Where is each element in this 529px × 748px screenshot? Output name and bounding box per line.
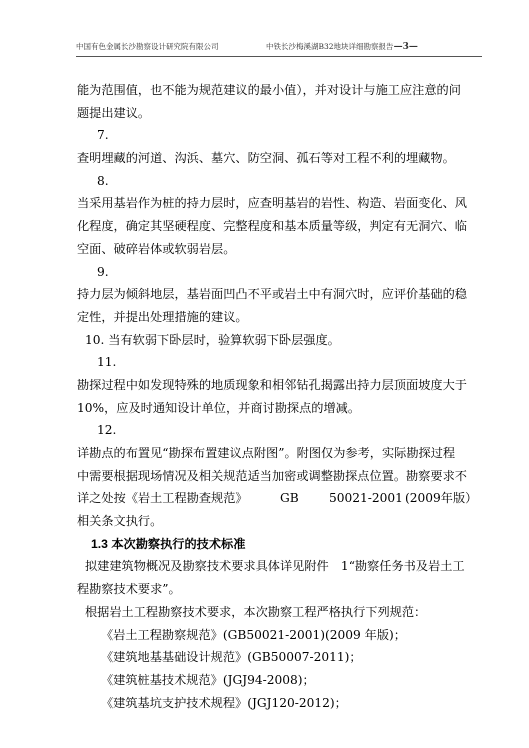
standard-number: 50021-2001 (329, 491, 403, 506)
body-line: 相关条文执行。 (77, 514, 163, 529)
body-line: 化程度，确定其坚硬程度、完整程度和基本质量等级，判定有无洞穴、临 (77, 219, 467, 234)
standard-edition: (2009年版） (405, 491, 478, 506)
item-number-11: 11. (97, 355, 117, 370)
item-number-7: 7. (97, 128, 109, 143)
header-divider (76, 56, 482, 57)
body-line: 根据岩土工程勘察技术要求，本次勘察工程严格执行下列规范： (85, 604, 427, 619)
header-report-name: 中铁长沙梅溪湖B32地块详细勘察报告 (266, 42, 394, 51)
standard-item: 《岩土工程勘察规范》(GB50021-2001)(2009 年版)； (101, 627, 406, 642)
body-line: 程勘察技术要求”。 (77, 582, 181, 597)
body-line: 中需要根据现场情况及相关规范适当加密或调整勘探点位置。勘察要求不 (77, 468, 467, 483)
body-line: 空面、破碎岩体或软弱岩层。 (77, 241, 236, 256)
body-line: 能为范围值，也不能为规范建议的最小值），并对设计与施工应注意的问 (77, 83, 461, 97)
item-number-9: 9. (97, 264, 109, 279)
header-organization: 中国有色金属长沙勘察设计研究院有限公司 (76, 42, 219, 51)
standard-item: 《建筑桩基技术规范》(JGJ94-2008)； (101, 672, 315, 687)
standard-name: 详之处按《岩土工程勘查规范》 (77, 491, 248, 506)
standard-reference-line (77, 487, 478, 510)
body-line: 题提出建议。 (77, 105, 151, 120)
header-page-number: —3— (393, 42, 418, 52)
body-line: 持力层为倾斜地层，基岩面凹凸不平或岩土中有洞穴时，应评价基础的稳 (77, 287, 467, 302)
item-number-12: 12. (97, 423, 117, 438)
item-10: 10. 当有软弱下卧层时，验算软弱下卧层强度。 (85, 332, 340, 347)
body-line: 勘探过程中如发现特殊的地质现象和相邻钻孔揭露出持力层顶面坡度大于 (77, 377, 467, 392)
body-line: 拟建建筑物概况及勘察技术要求具体详见附件 1“勘察任务书及岩土工 (85, 559, 465, 574)
body-line: 10%，应及时通知设计单位，并商讨勘探点的增减。 (77, 400, 361, 415)
standard-item: 《建筑地基基础设计规范》(GB50007-2011)； (101, 650, 362, 665)
section-heading: 1.3 本次勘察执行的技术标准 (91, 536, 246, 551)
document-body (77, 79, 478, 714)
standard-item: 《建筑基坑支护技术规程》(JGJ120-2012)； (101, 695, 347, 710)
body-line: 当采用基岩作为桩的持力层时，应查明基岩的岩性、构造、岩面变化、风 (77, 196, 467, 211)
body-line: 定性，并提出处理措施的建议。 (77, 309, 248, 324)
standard-prefix: GB (280, 491, 299, 506)
item-number-8: 8. (97, 173, 109, 188)
page-header (76, 40, 482, 54)
body-line: 查明埋藏的河道、沟浜、墓穴、防空洞、孤石等对工程不利的埋藏物。 (77, 151, 455, 166)
header-report-title (266, 40, 418, 54)
body-line: 详勘点的布置见“勘探布置建议点附图”。附图仅为参考，实际勘探过程 (77, 446, 456, 460)
